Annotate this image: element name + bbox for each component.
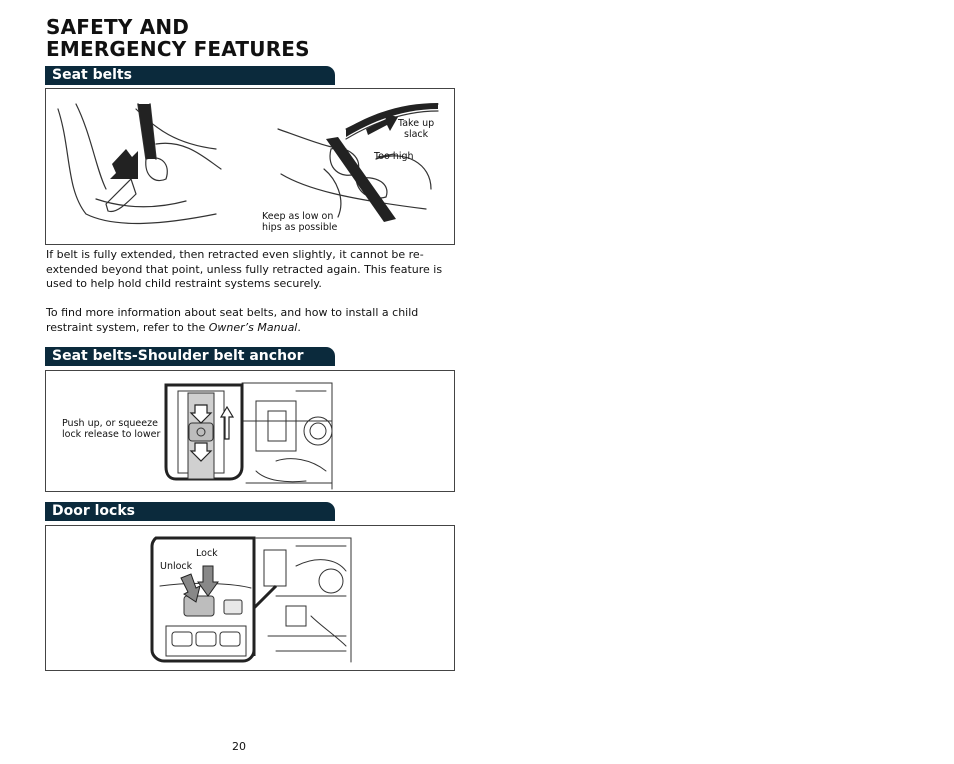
seat-belt-paragraph-2-end: .	[297, 320, 301, 334]
callout-lock: Lock	[196, 548, 218, 559]
callout-too-high: Too high	[374, 151, 414, 162]
page-number: 20	[232, 740, 246, 753]
callout-unlock: Unlock	[160, 561, 193, 572]
seat-belt-paragraph-2-text: To find more information about seat belts, and how to install a child restraint system, refer to the	[46, 306, 419, 334]
seat-belt-drawing	[46, 89, 454, 244]
section-heading-seat-belts: Seat belts	[45, 66, 335, 85]
owners-manual-reference: Owner’s Manual	[208, 320, 298, 334]
door-locks-illustration	[45, 525, 455, 671]
callout-push-up-squeeze: Push up, or squeeze lock release to lower	[62, 418, 161, 440]
seat-belt-paragraph-1: If belt is fully extended, then retracted even slightly, it cannot be re-extended beyond that point, unless fully retracted again. This feature is used to help hold child restraint systems securely.	[46, 248, 443, 290]
callout-keep-low: Keep as low on hips as possible	[262, 211, 338, 233]
door-locks-drawing	[46, 526, 454, 670]
seat-belt-paragraph-2	[46, 306, 456, 335]
callout-take-up-slack: Take up slack	[398, 118, 435, 140]
section-heading-shoulder-anchor: Seat belts-Shoulder belt anchor	[45, 347, 335, 366]
page-title-line-2: EMERGENCY FEATURES	[46, 37, 310, 61]
page-title	[46, 16, 310, 60]
seat-belt-illustration	[45, 88, 455, 245]
shoulder-anchor-illustration	[45, 370, 455, 492]
section-heading-door-locks: Door locks	[45, 502, 335, 521]
page-title-line-1: SAFETY AND	[46, 15, 190, 39]
